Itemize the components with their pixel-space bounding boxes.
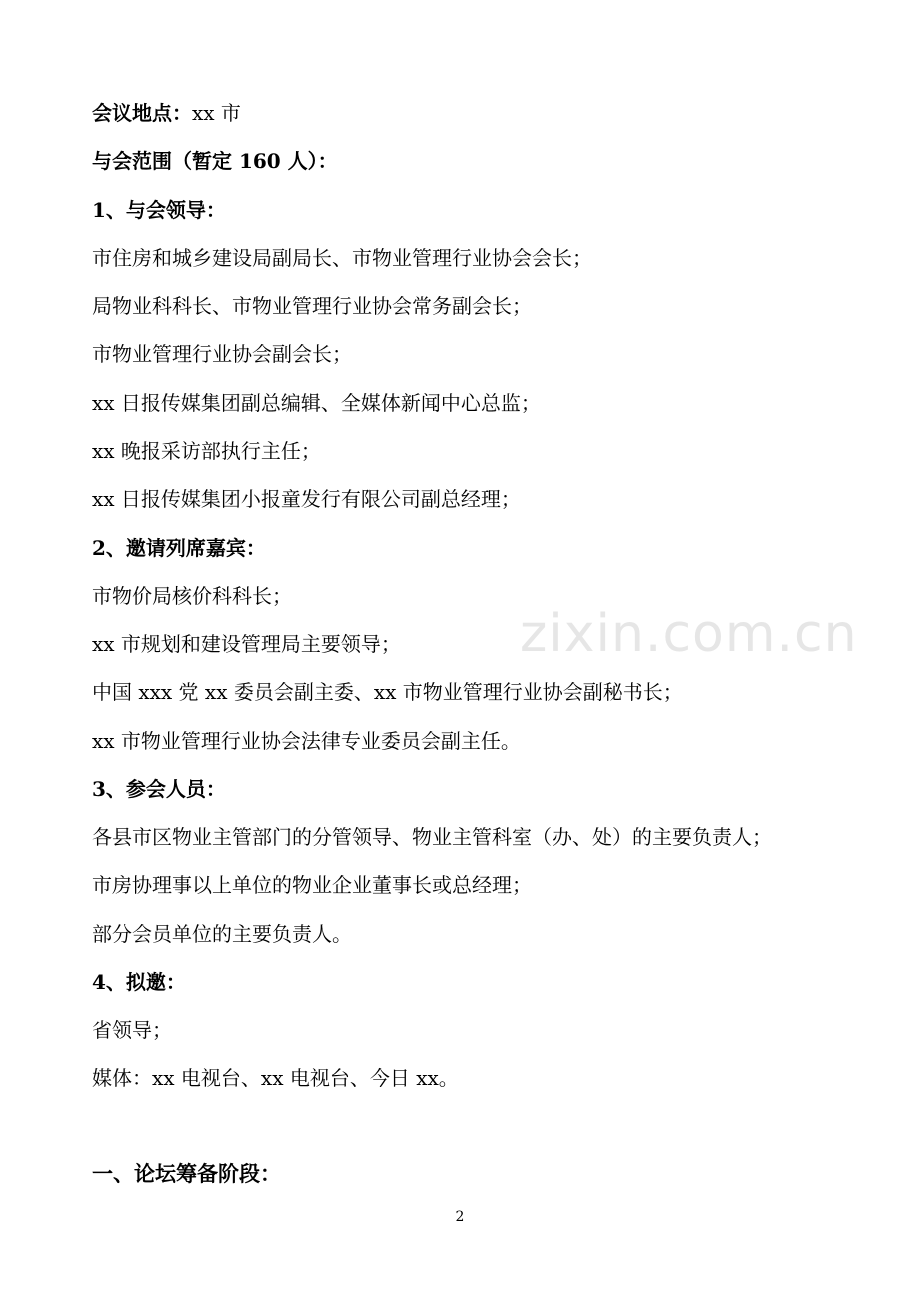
list-item: 市物业管理行业协会副会长；	[92, 342, 352, 366]
section-heading-leaders: 1、与会领导：	[92, 198, 226, 222]
meeting-location-label: 会议地点：	[92, 101, 192, 125]
section-heading-invited: 4、拟邀：	[92, 970, 186, 994]
list-item: 部分会员单位的主要负责人。	[92, 922, 352, 946]
section-heading-guests: 2、邀请列席嘉宾：	[92, 536, 266, 560]
list-item: 市房协理事以上单位的物业企业董事长或总经理；	[92, 873, 532, 897]
watermark: zixin.com.cn	[520, 604, 858, 664]
page-number: 2	[455, 1209, 465, 1225]
meeting-location-value: xx 市	[192, 101, 241, 125]
list-item: xx 日报传媒集团副总编辑、全媒体新闻中心总监；	[92, 391, 541, 415]
section-heading-attendees: 3、参会人员：	[92, 777, 226, 801]
list-item: 媒体：xx 电视台、xx 电视台、今日 xx。	[92, 1066, 459, 1090]
meeting-location-line	[92, 99, 241, 127]
list-item: xx 日报传媒集团小报童发行有限公司副总经理；	[92, 487, 521, 511]
section-heading-forum-preparation: 一、论坛筹备阶段：	[92, 1161, 281, 1186]
list-item: 市物价局核价科科长；	[92, 584, 292, 608]
list-item: 市住房和城乡建设局副局长、市物业管理行业协会会长；	[92, 246, 592, 270]
list-item: xx 市规划和建设管理局主要领导；	[92, 632, 401, 656]
list-item: 各县市区物业主管部门的分管领导、物业主管科室（办、处）的主要负责人；	[92, 825, 772, 849]
list-item: 中国 xxx 党 xx 委员会副主委、xx 市物业管理行业协会副秘书长；	[92, 680, 683, 704]
list-item: xx 市物业管理行业协会法律专业委员会副主任。	[92, 729, 521, 753]
attendance-scope-heading: 与会范围（暂定 160 人）：	[92, 149, 338, 173]
list-item: 局物业科科长、市物业管理行业协会常务副会长；	[92, 294, 532, 318]
list-item: xx 晚报采访部执行主任；	[92, 439, 321, 463]
list-item: 省领导；	[92, 1018, 172, 1042]
